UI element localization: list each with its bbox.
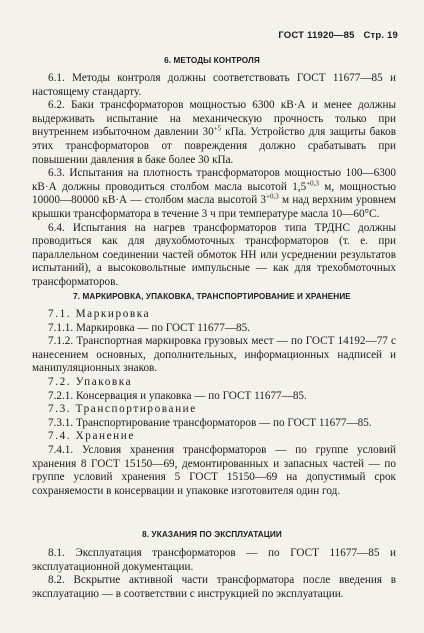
- paragraph-7-1-2: 7.1.2. Транспортная маркировка грузовых мест — по ГОСТ 14192—77 с нанесением основных, дополнительных, информационных надписей и манипуляционных знаков.: [32, 335, 396, 375]
- header-gost-number: ГОСТ 11920—85: [278, 30, 355, 41]
- section-8-title: 8. УКАЗАНИЯ ПО ЭКСПЛУАТАЦИИ: [142, 530, 282, 539]
- paragraph-8-1: 8.1. Эксплуатация трансформаторов — по ГОСТ 11677—85 и эксплуатационной документации.: [32, 547, 396, 573]
- paragraph-6-4: 6.4. Испытания на нагрев трансформаторов типа ТРДНС должны проводиться как для двухобмоточных трансформаторов (т. е. при параллельном соединении частей обмоток НН или усреднении результатов испытаний), а высоковольтные импульсные — как для трехобмоточных трансформаторов.: [32, 221, 396, 288]
- header-page-number: Стр. 19: [363, 30, 398, 41]
- paragraph-7-2-1: 7.2.1. Консервация и упаковка — по ГОСТ 11677—85.: [48, 389, 307, 402]
- running-header: [272, 30, 398, 41]
- section-6-body: [32, 72, 396, 290]
- paragraph-6-2: 6.2. Баки трансформаторов мощностью 6300 кВ·А и менее должны выдерживать испытание на механическую прочность только при внутреннем избыточном давлении $30^{+5}$ кПа. Устройство для защиты баков этих трансформаторов от повреждения должно срабатывать при повышении давления в баке более 30 кПа.: [32, 99, 396, 166]
- paragraph-8-2: 8.2. Вскрытие активной части трансформатора после введения в эксплуатацию — в соответствии с инструкцией по эксплуатации.: [32, 574, 396, 600]
- section-6-title: 6. МЕТОДЫ КОНТРОЛЯ: [164, 56, 260, 65]
- paragraph-6-1: 6.1. Методы контроля должны соответствовать ГОСТ 11677—85 и настоящему стандарту.: [32, 72, 396, 98]
- section-7-body: [32, 308, 396, 498]
- section-7-title: 7. МАРКИРОВКА, УПАКОВКА, ТРАНСПОРТИРОВАНИЕ И ХРАНЕНИЕ: [73, 292, 351, 301]
- subheading-7-2: 7.2. Упаковка: [48, 375, 133, 388]
- section-8-body: [32, 547, 396, 601]
- paragraph-7-1-1: 7.1.1. Маркировка — по ГОСТ 11677—85.: [48, 321, 250, 334]
- paragraph-7-4-1: 7.4.1. Условия хранения трансформаторов — по группе условий хранения 8 ГОСТ 15150—69, демонтированных и запасных частей — по группе условий хранения 5 ГОСТ 15150—69 на допустимый срок сохраняемости в консервации и упаковке изготовителя один год.: [32, 443, 396, 497]
- subheading-7-1: 7.1. Маркировка: [48, 308, 151, 320]
- subheading-7-4: 7.4. Хранение: [48, 430, 135, 443]
- paragraph-7-3-1: 7.3.1. Транспортирование трансформаторов — по ГОСТ 11677—85.: [48, 416, 372, 429]
- paragraph-6-3: 6.3. Испытания на плотность трансформаторов мощностью 100—6300 кВ·А должны проводиться столбом масла высотой $1,5^{+0,3}$ м, мощностью 10000—80000 кВ·А — столбом масла высотой $3^{+0,3}$ м над верхним уровнем крышки трансформатора в течение 3 ч при температуре масла 10—60°С.: [32, 167, 397, 220]
- subheading-7-3: 7.3. Транспортирование: [48, 403, 197, 416]
